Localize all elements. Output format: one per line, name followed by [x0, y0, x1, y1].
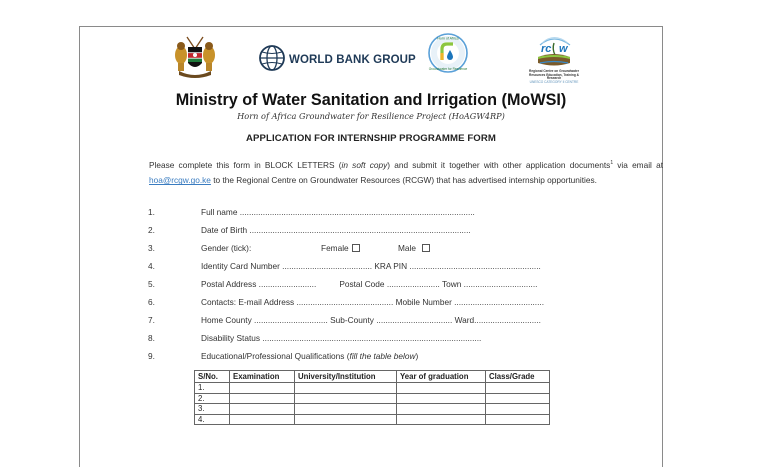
year-cell[interactable] — [397, 393, 486, 404]
table-row: 3. — [195, 404, 550, 415]
ministry-title: Ministry of Water Sanitation and Irrigation (MoWSI) — [175, 91, 567, 109]
world-bank-group-logo — [258, 44, 416, 74]
male-checkbox[interactable] — [422, 244, 430, 252]
table-row: 2. — [195, 393, 550, 404]
grade-cell[interactable] — [486, 414, 550, 425]
document-page: WORLD BANK GROUP Horn of Africa Groundwater for Resilience rc w Regional Centre on Groundwater Resources Education, Training & Research UNESCO CATEGORY II CENTRE Ministry of Water Sanitation and Irrigation (MoWSI) Horn of Africa Groundwater for Resilience Project (HoAGW4RP) APPLICATION FOR INTERNSHIP PROGRAMME FORM Please complete this form in BLOCK LETTERS (in soft copy) and submit it together with other application documents$^1$ via email at hoa@rcgw.go.ke to the Regional Centre on Groundwater Resources (RCGW) that has advertised internship opportunities. 1. Full name ...................................................................................................... 2. Date of Birth ................................................................................................ 3. Gender (tick): Female Male 4. Identity Card Number ....................................... KRA PIN ......................................................... 5. Postal Address ......................... Postal Code ....................... Town ................................ 6. Contacts: E-mail Address .......................................... Mobile Number ....................................... 7. Home County ................................ Sub-County ................................. Ward............................. 8. Disability Status ............................................................................................... 9. Educational/Professional Qualifications (fill the table below) S/No. Examination University/Institution Year of graduation Class/Grade 1. 2. 3. 4. — [79, 26, 663, 467]
table-row: 1. — [195, 383, 550, 394]
university-cell[interactable] — [295, 393, 397, 404]
examination-cell[interactable] — [230, 383, 295, 394]
project-subtitle: Horn of Africa Groundwater for Resilience Project (HoAGW4RP) — [237, 111, 505, 121]
svg-text:w: w — [559, 43, 568, 55]
qualifications-table — [194, 370, 550, 425]
email-link[interactable]: hoa@rcgw.go.ke — [149, 175, 211, 186]
gender-male-option[interactable]: Male — [398, 243, 430, 253]
col-sno: S/No. — [195, 371, 230, 383]
year-cell[interactable] — [397, 404, 486, 415]
col-year: Year of graduation — [397, 371, 486, 383]
world-bank-group-label: WORLD BANK GROUP — [289, 54, 416, 66]
female-checkbox[interactable] — [352, 244, 360, 252]
grade-cell[interactable] — [486, 404, 550, 415]
examination-cell[interactable] — [230, 393, 295, 404]
hoa-groundwater-logo — [427, 32, 469, 74]
gender-female-option[interactable]: Female — [321, 243, 360, 253]
rcgw-caption: Regional Centre on Groundwater Resources Education, Training & Research UNESCO CATEGORY II CENTRE — [529, 69, 579, 84]
intro-paragraph: Please complete this form in BLOCK LETTERS (in soft copy) and submit it together with other application documents$^1$ via email at hoa@rcgw.go.ke to the Regional Centre on Groundwater Resources (RCGW) that has advertised internship opportunities. — [149, 159, 664, 186]
university-cell[interactable] — [295, 414, 397, 425]
examination-cell[interactable] — [230, 404, 295, 415]
svg-text:Groundwater for Resilience: Groundwater for Resilience — [428, 67, 468, 71]
globe-icon — [258, 44, 286, 72]
col-examination: Examination — [230, 371, 295, 383]
table-header-row — [195, 371, 550, 383]
table-row: 4. — [195, 414, 550, 425]
grade-cell[interactable] — [486, 393, 550, 404]
university-cell[interactable] — [295, 383, 397, 394]
svg-text:rc: rc — [541, 43, 552, 55]
col-class-grade: Class/Grade — [486, 371, 550, 383]
svg-text:Horn of Africa: Horn of Africa — [437, 36, 459, 41]
col-university: University/Institution — [295, 371, 397, 383]
form-heading: APPLICATION FOR INTERNSHIP PROGRAMME FORM — [246, 133, 496, 144]
kenya-coat-of-arms-logo — [173, 35, 217, 81]
examination-cell[interactable] — [230, 414, 295, 425]
rcgw-logo — [526, 33, 582, 85]
grade-cell[interactable] — [486, 383, 550, 394]
university-cell[interactable] — [295, 404, 397, 415]
year-cell[interactable] — [397, 414, 486, 425]
year-cell[interactable] — [397, 383, 486, 394]
